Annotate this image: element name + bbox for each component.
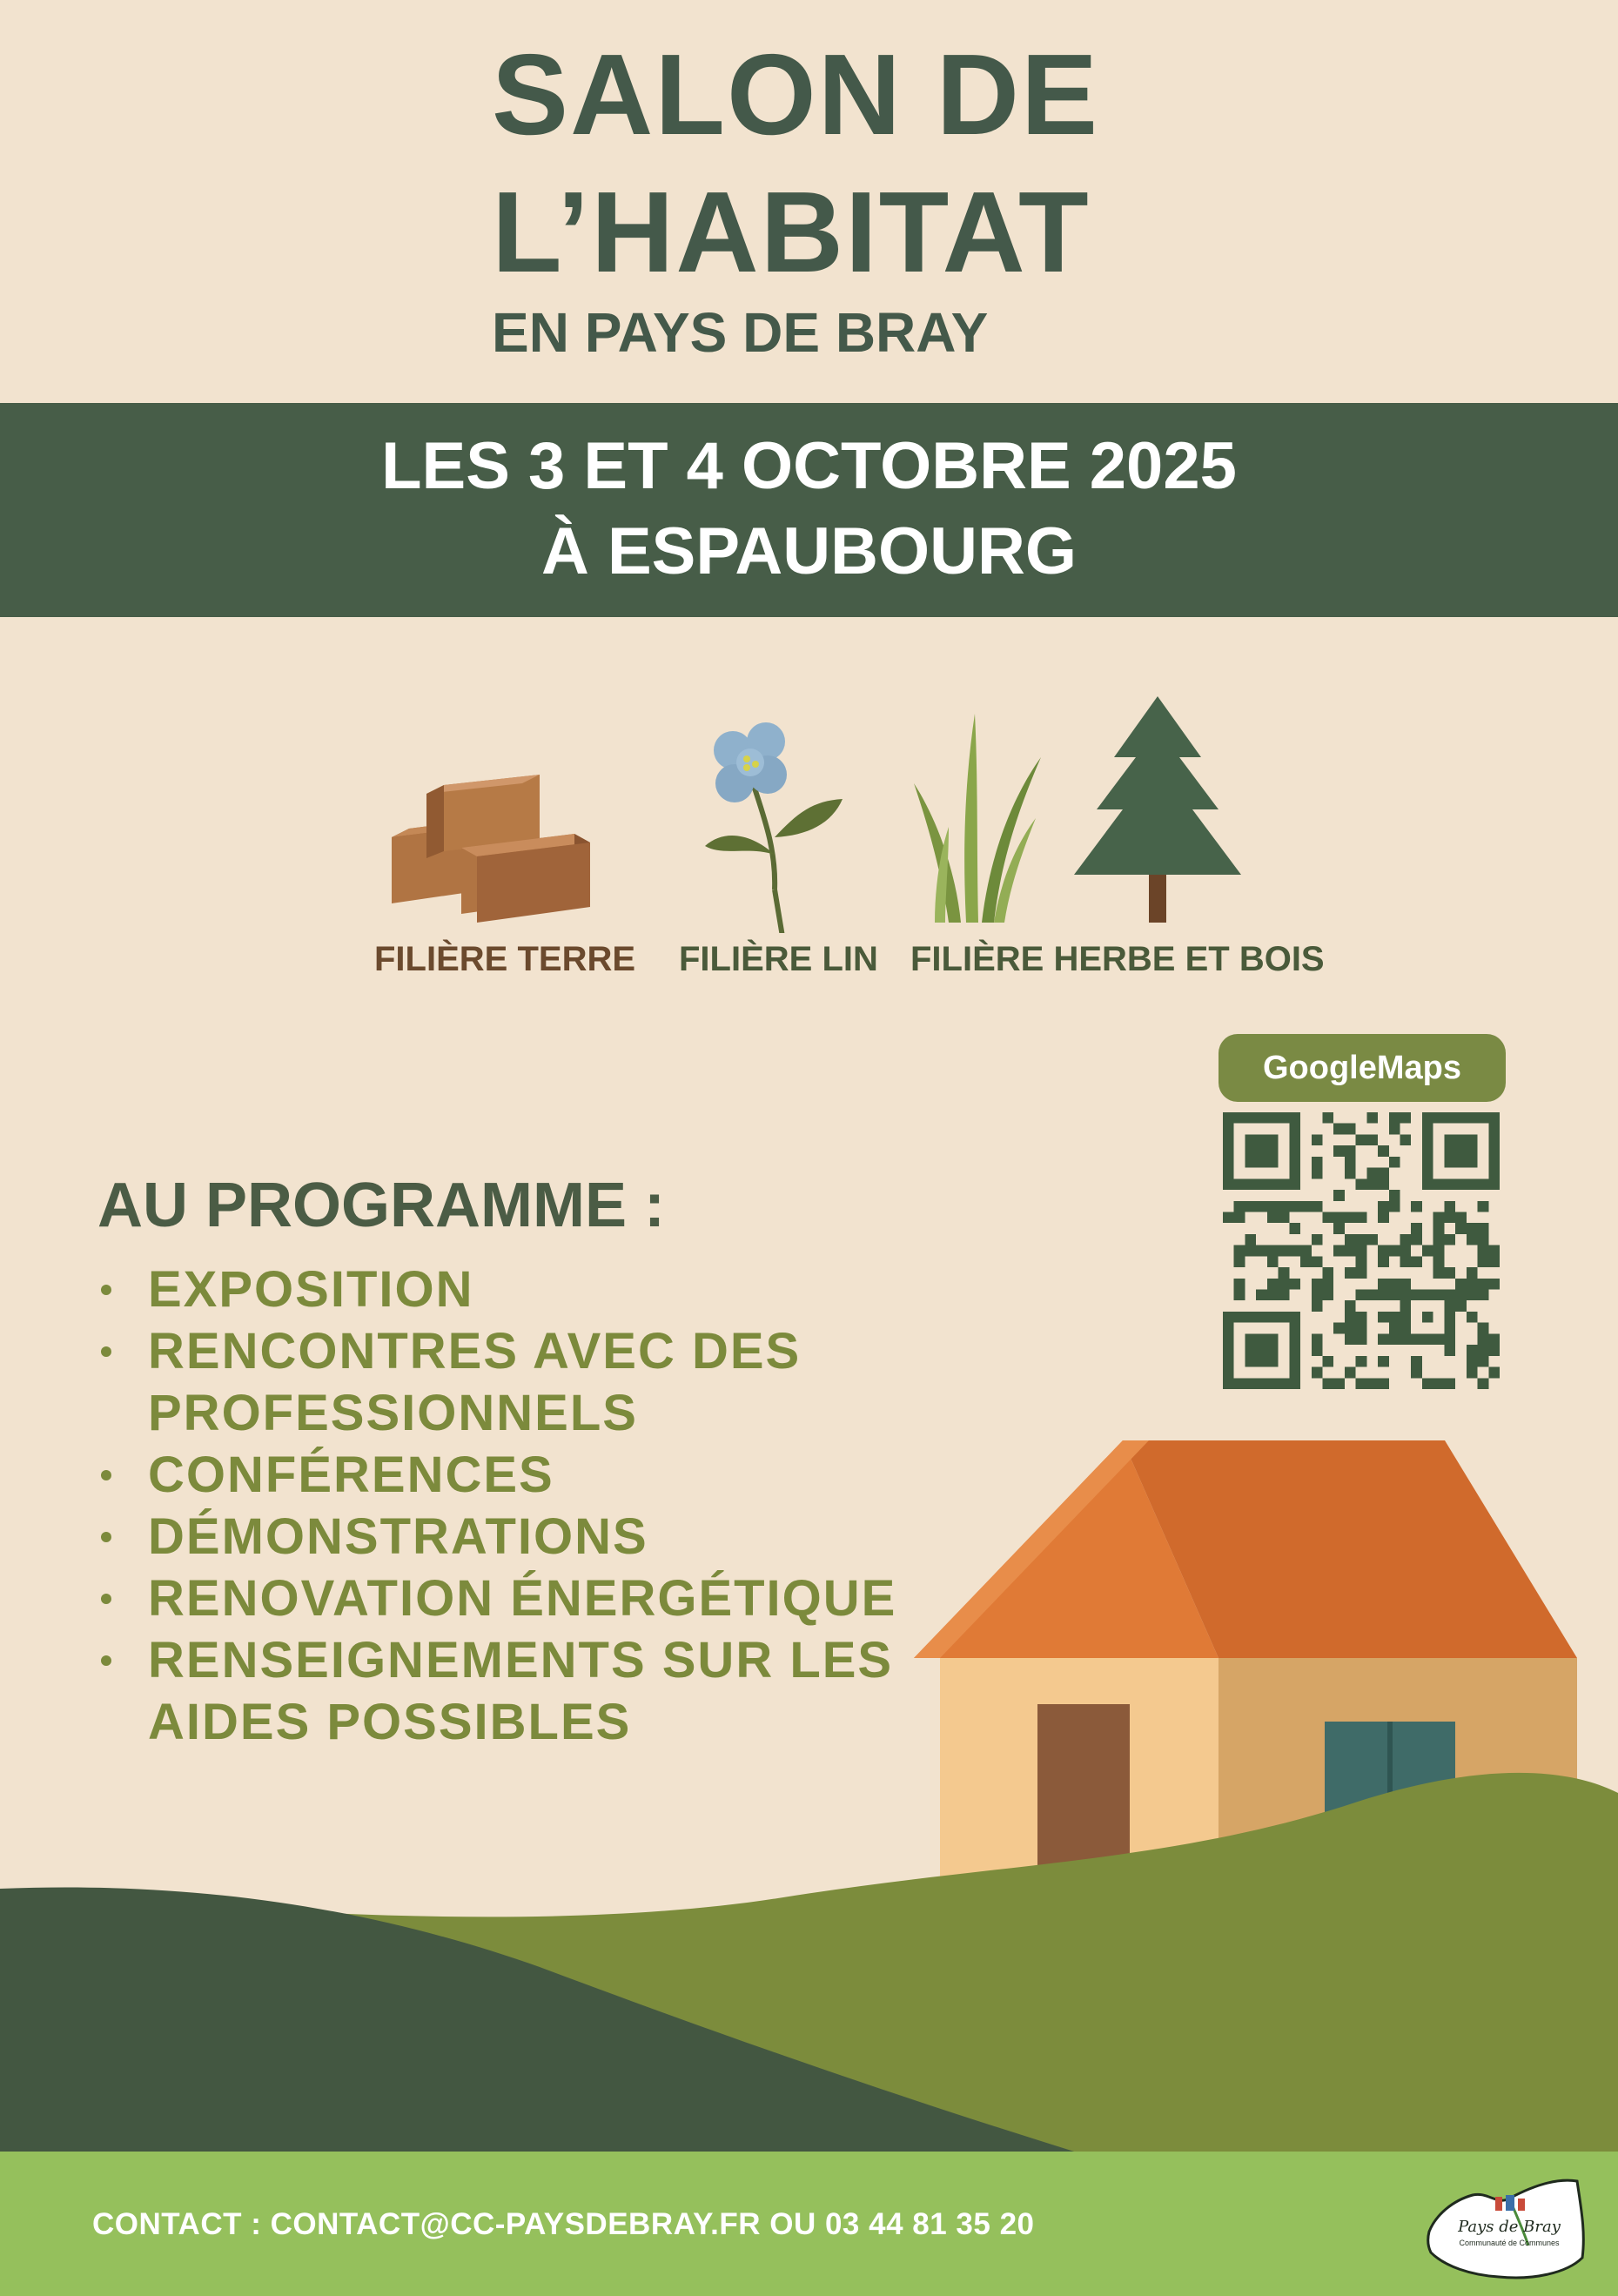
title-block <box>492 26 1275 367</box>
programme-title: AU PROGRAMME : <box>97 1171 665 1240</box>
page-title-line-1: SALON DE <box>492 30 1100 158</box>
event-place: À ESPAUBOURG <box>540 514 1078 588</box>
list-item: RENSEIGNEMENTS SUR LES AIDES POSSIBLES <box>97 1629 933 1753</box>
list-item: CONFÉRENCES <box>97 1444 933 1506</box>
list-item: DÉMONSTRATIONS <box>97 1506 933 1568</box>
filiere-terre-label: FILIÈRE TERRE <box>374 940 636 978</box>
pays-de-bray-logo <box>1419 2162 1593 2289</box>
pine-tree-icon <box>1071 696 1245 924</box>
filiere-herbe-bois-label: FILIÈRE HERBE ET BOIS <box>910 940 1325 978</box>
filieres-section <box>287 696 1332 992</box>
qr-code-icon[interactable] <box>1223 1112 1500 1389</box>
logo-name: Pays de Bray <box>1458 2218 1561 2236</box>
page-subtitle: EN PAYS DE BRAY <box>492 301 989 364</box>
page-title-line-2: L’HABITAT <box>492 168 1091 296</box>
grass-icon <box>914 714 1044 923</box>
event-date: LES 3 ET 4 OCTOBRE 2025 <box>381 429 1237 503</box>
house-hills-illustration <box>0 1427 1618 2158</box>
list-item: EXPOSITION <box>97 1259 933 1320</box>
list-item: RENOVATION ÉNERGÉTIQUE <box>97 1568 933 1629</box>
footer <box>0 2152 1618 2296</box>
googlemaps-badge[interactable]: GoogleMaps <box>1219 1034 1506 1102</box>
earth-bricks-icon <box>374 750 601 924</box>
logo-tagline: Communauté de Communes <box>1459 2239 1560 2247</box>
filiere-lin-label: FILIÈRE LIN <box>679 940 878 978</box>
contact-text[interactable]: CONTACT : CONTACT@CC-PAYSDEBRAY.FR OU 03 44 81 35 20 <box>92 2207 1035 2241</box>
flax-flower-icon <box>696 715 853 933</box>
date-banner <box>0 403 1618 617</box>
list-item: RENCONTRES AVEC DES PROFESSIONNELS <box>97 1320 933 1444</box>
